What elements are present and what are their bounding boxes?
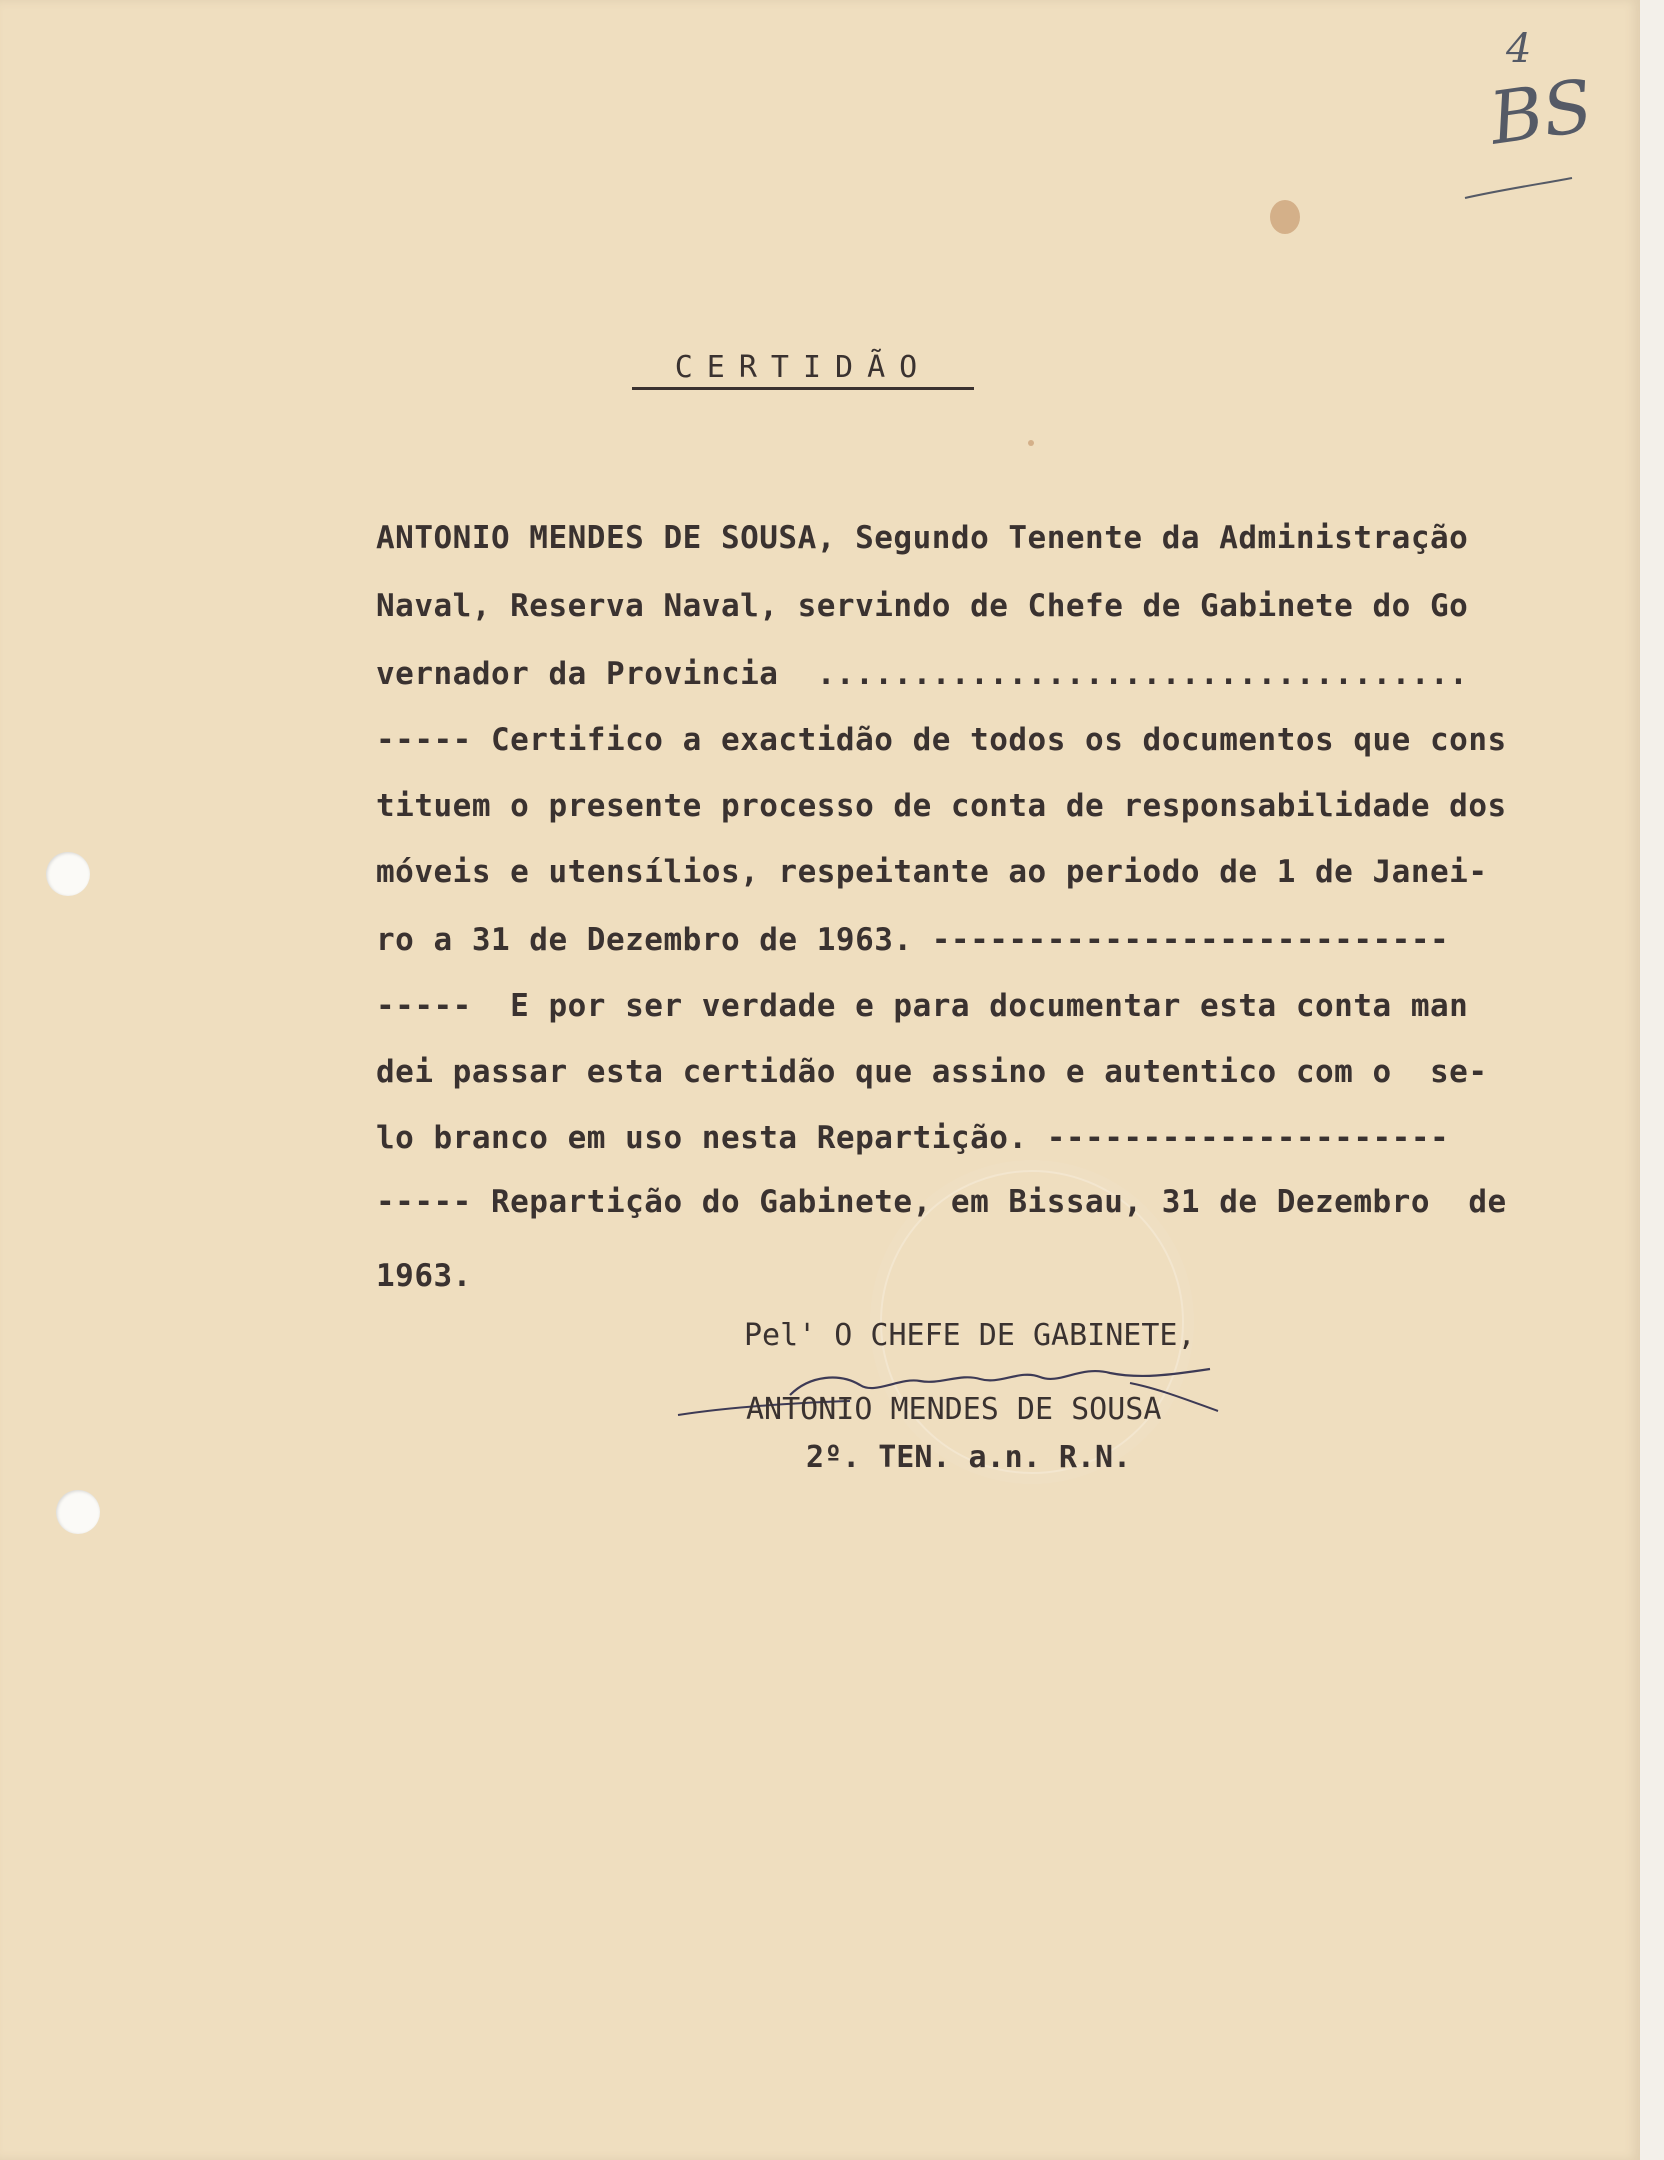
- body-line: vernador da Provincia ..................................: [376, 656, 1469, 692]
- body-line: lo branco em uso nesta Repartição. ---------------------: [376, 1120, 1450, 1156]
- folio-number: 4: [1506, 26, 1532, 72]
- body-line: 1963.: [376, 1258, 472, 1294]
- body-line: tituem o presente processo de conta de responsabilidade dos: [376, 788, 1507, 824]
- signatory-name: ANTONIO MENDES DE SOUSA: [746, 1392, 1162, 1427]
- body-line: Naval, Reserva Naval, servindo de Chefe de Gabinete do Go: [376, 588, 1469, 624]
- body-line: móveis e utensílios, respeitante ao periodo de 1 de Janei-: [376, 854, 1488, 890]
- page-title: CERTIDÃO: [632, 350, 974, 390]
- page-edge: [1640, 0, 1664, 2160]
- punch-hole: [56, 1490, 100, 1534]
- signatory-rank: 2º. TEN. a.n. R.N.: [806, 1440, 1132, 1475]
- signature-for-line: Pel' O CHEFE DE GABINETE,: [744, 1318, 1196, 1353]
- body-line: ro a 31 de Dezembro de 1963. ---------------------------: [376, 922, 1450, 958]
- body-line: dei passar esta certidão que assino e autentico com o se-: [376, 1054, 1488, 1090]
- stain: [1028, 440, 1034, 446]
- body-line: ANTONIO MENDES DE SOUSA, Segundo Tenente da Administração: [376, 520, 1469, 556]
- body-line: ----- Repartição do Gabinete, em Bissau, 31 de Dezembro de: [376, 1184, 1507, 1220]
- folio-underline: [1460, 150, 1580, 210]
- folio-initials: BS: [1484, 63, 1598, 161]
- punch-hole: [46, 852, 90, 896]
- stain: [1270, 200, 1300, 234]
- body-line: ----- E por ser verdade e para documentar esta conta man: [376, 988, 1469, 1024]
- body-line: ----- Certifico a exactidão de todos os documentos que cons: [376, 722, 1507, 758]
